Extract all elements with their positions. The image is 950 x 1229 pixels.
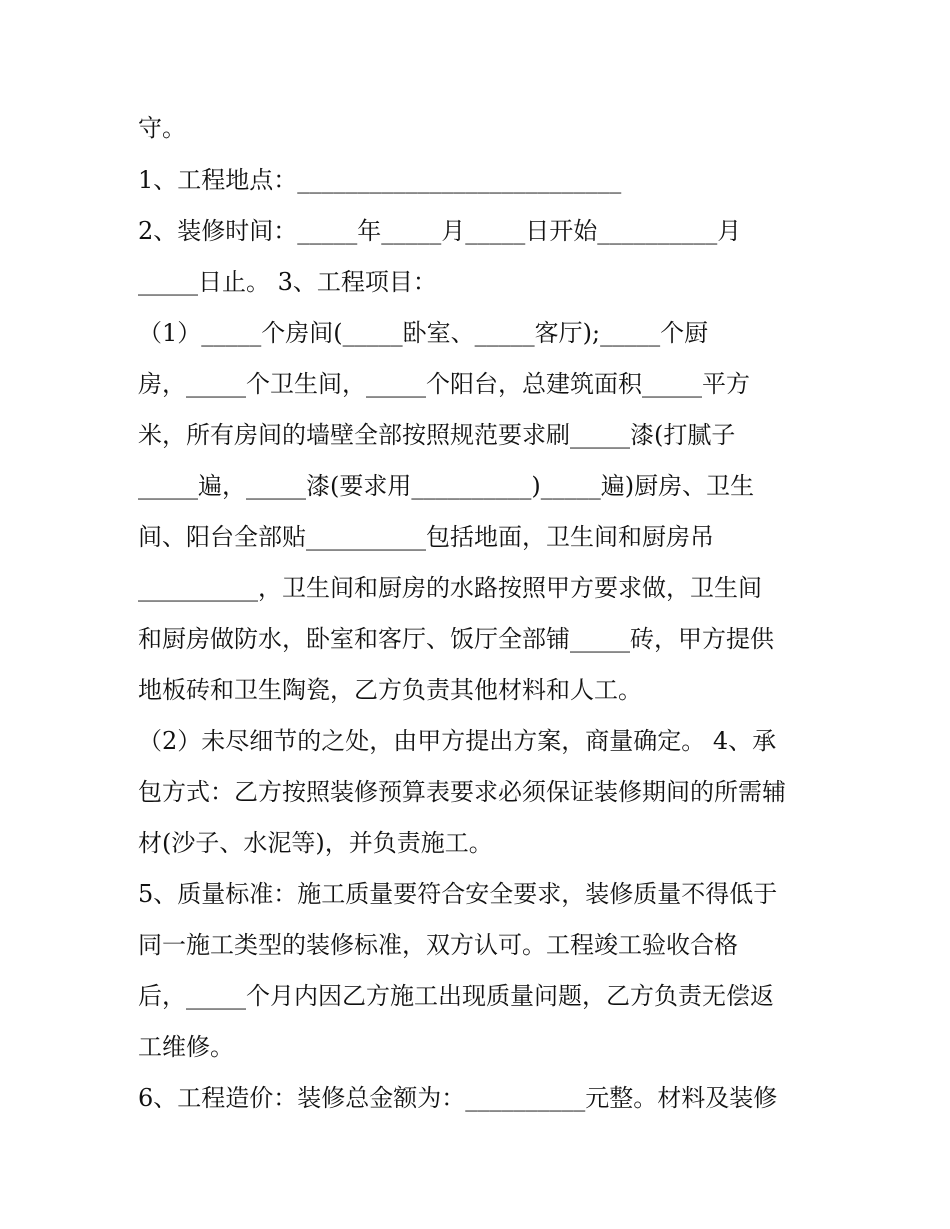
text-line: 5、质量标准：施工质量要符合安全要求，装修质量不得低于 — [138, 880, 778, 908]
text-line: 房，_____个卫生间，_____个阳台，总建筑面积_____平方 — [138, 370, 750, 398]
text-line: 守。 — [138, 114, 186, 142]
text-line: 材(沙子、水泥等)，并负责施工。 — [138, 829, 493, 857]
text-line: 6、工程造价：装修总金额为：__________元整。材料及装修 — [138, 1084, 778, 1112]
text-line: __________，卫生间和厨房的水路按照甲方要求做，卫生间 — [138, 574, 762, 602]
text-line: 工维修。 — [138, 1033, 234, 1061]
text-line: 地板砖和卫生陶瓷，乙方负责其他材料和人工。 — [138, 676, 642, 704]
text-line: 2、装修时间：_____年_____月_____日开始__________月 — [138, 217, 742, 245]
text-line: _____遍，_____漆(要求用__________)_____遍)厨房、卫生 — [138, 472, 755, 500]
text-line: 和厨房做防水，卧室和客厅、饭厅全部铺_____砖，甲方提供 — [138, 625, 774, 653]
text-line: 包方式：乙方按照装修预算表要求必须保证装修期间的所需辅 — [138, 778, 786, 806]
text-line: 后，_____个月内因乙方施工出现质量问题，乙方负责无偿返 — [138, 982, 774, 1010]
text-line: （1）_____个房间(_____卧室、_____客厅);_____个厨 — [138, 319, 709, 347]
text-line: _____日止。 3、工程项目： — [138, 268, 437, 296]
text-line: 同一施工类型的装修标准，双方认可。工程竣工验收合格 — [138, 931, 738, 959]
text-line: （2）未尽细节的之处，由甲方提出方案，商量确定。 4、承 — [138, 727, 777, 755]
text-line: 米，所有房间的墙壁全部按照规范要求刷_____漆(打腻子 — [138, 421, 736, 449]
text-line: 间、阳台全部贴__________包括地面，卫生间和厨房吊 — [138, 523, 714, 551]
text-line: 1、工程地点：___________________________ — [138, 166, 622, 194]
